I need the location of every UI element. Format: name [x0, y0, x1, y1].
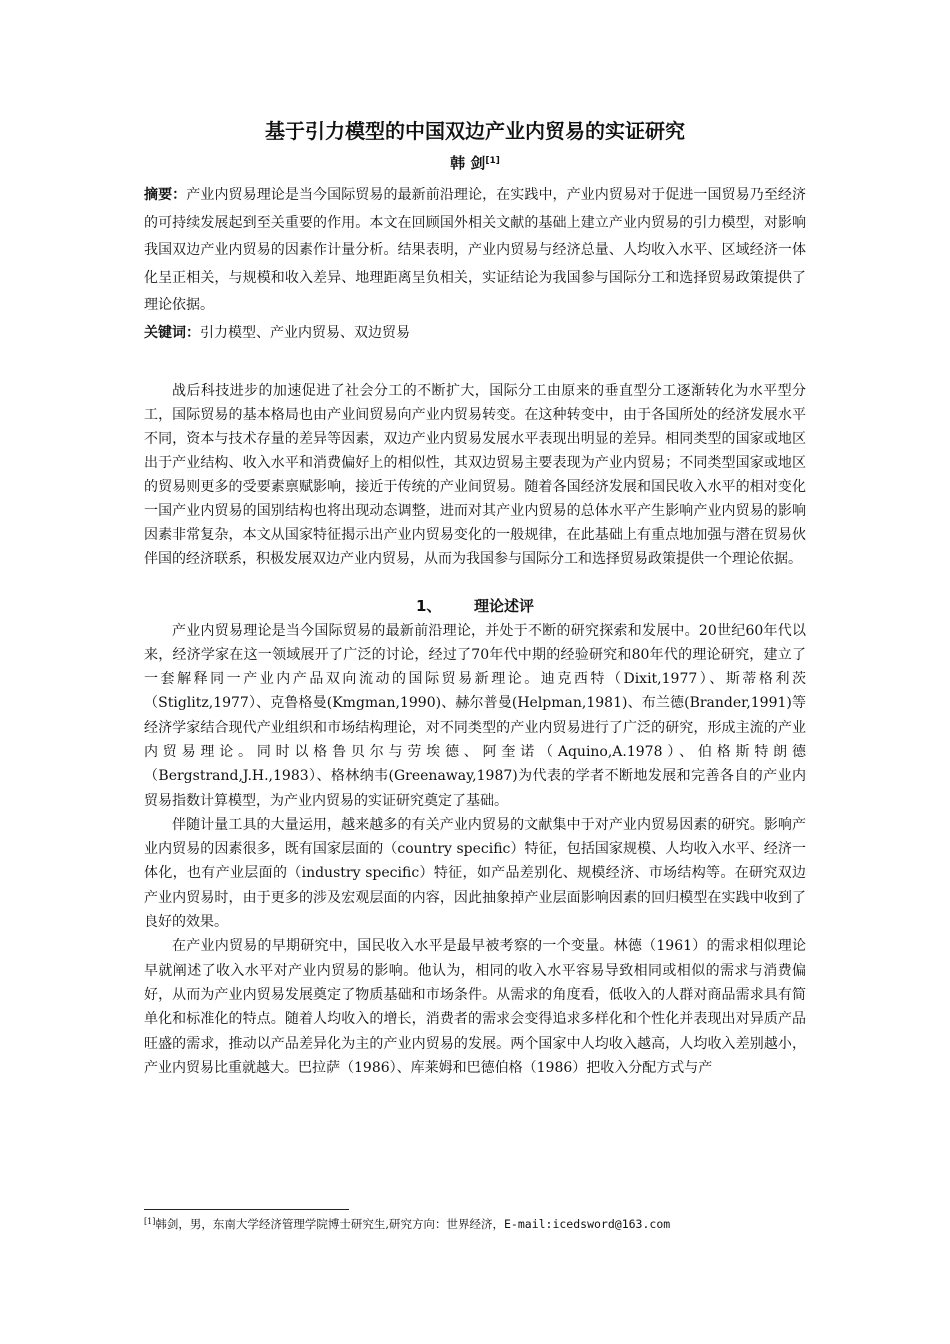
section-number: 1、 [415, 596, 442, 615]
section-heading [144, 593, 806, 619]
author-footnote-ref[interactable]: [1] [485, 156, 500, 166]
abstract-label: 摘要： [144, 187, 187, 203]
intro-paragraph: 战后科技进步的加速促进了社会分工的不断扩大，国际分工由原来的垂直型分工逐渐转化为水平型分工，国际贸易的基本格局也由产业间贸易向产业内贸易转变。在这种转变中，由于各国所处的经济发展水平不同，资本与技术存量的差异等因素，双边产业内贸易发展水平表现出明显的差异。相同类型的国家或地区出于产业结构、收入水平和消费偏好上的相似性，其双边贸易主要表现为产业内贸易；不同类型国家或地区的贸易则更多的受要素禀赋影响，接近于传统的产业间贸易。随着各国经济发展和国民收入水平的相对变化一国产业内贸易的国别结构也将出现动态调整，进而对其产业内贸易的总体水平产生影响产业内贸易的影响因素非常复杂，本文从国家特征揭示出产业内贸易变化的一般规律，在此基础上有重点地加强与潜在贸易伙伴国的经济联系，积极发展双边产业内贸易，从而为我国参与国际分工和选择贸易政策提供一个理论依据。 [144, 382, 806, 567]
author-line [144, 148, 806, 176]
footnote-email[interactable]: E-mail:icedsword@163.com [504, 1217, 671, 1231]
footnote [144, 1214, 806, 1232]
paper-page [144, 112, 806, 1080]
section-title: 理论述评 [473, 596, 534, 615]
keywords [144, 320, 806, 347]
footnote-divider [144, 1209, 349, 1210]
body-paragraph: 伴随计量工具的大量运用，越来越多的有关产业内贸易的文献集中于对产业内贸易因素的研究。影响产业内贸易的因素很多，既有国家层面的（country specific）特征，包括国家规模、人均收入水平、经济一体化，也有产业层面的（industry specific）特征，如产品差别化、规模经济、市场结构等。在研究双边产业内贸易时，由于更多的涉及宏观层面的内容，因此抽象掉产业层面影响因素的回归模型在实践中收到了良好的效果。 [144, 816, 806, 931]
abstract-text: 产业内贸易理论是当今国际贸易的最新前沿理论，在实践中，产业内贸易对于促进一国贸易乃至经济的可持续发展起到至关重要的作用。本文在回顾国外相关文献的基础上建立产业内贸易的引力模型，对影响我国双边产业内贸易的因素作计量分析。结果表明，产业内贸易与经济总量、人均收入水平、区域经济一体化呈正相关，与规模和收入差异、地理距离呈负相关，实证结论为我国参与国际分工和选择贸易政策提供了理论依据。 [144, 187, 807, 313]
footnote-text: 韩剑，男，东南大学经济管理学院博士研究生,研究方向：世界经济， [155, 1217, 504, 1231]
abstract [144, 182, 806, 320]
body-paragraph: 产业内贸易理论是当今国际贸易的最新前沿理论，并处于不断的研究探索和发展中。20世纪60年代以来，经济学家在这一领域展开了广泛的讨论，经过了70年代中期的经验研究和80年代的理论研究，建立了一套解释同一产业内产品双向流动的国际贸易新理论。迪克西特（Dixit,1977）、斯蒂格利茨（Stiglitz,1977）、克鲁格曼(Kmgman,1990)、赫尔普曼(Helpman,1981)、布兰德(Brander,1991)等经济学家结合现代产业组织和市场结构理论，对不同类型的产业内贸易进行了广泛的研究，形成主流的产业内贸易理论。同时以格鲁贝尔与劳埃德、阿奎诺（Aquino,A.1978）、伯格斯特朗德（Bergstrand,J.H.,1983）、格林纳韦(Greenaway,1987)为代表的学者不断地发展和完善各自的产业内贸易指数计算模型，为产业内贸易的实证研究奠定了基础。 [144, 622, 806, 809]
author-name: 韩 剑 [450, 154, 486, 172]
keywords-text: 引力模型、产业内贸易、双边贸易 [200, 324, 410, 341]
keywords-label: 关键词： [144, 324, 200, 341]
body-paragraph: 在产业内贸易的早期研究中，国民收入水平是最早被考察的一个变量。林德（1961）的需求相似理论早就阐述了收入水平对产业内贸易的影响。他认为，相同的收入水平容易导致相同或相似的需求与消费偏好，从而为产业内贸易发展奠定了物质基础和市场条件。从需求的角度看，低收入的人群对商品需求具有简单化和标准化的特点。随着人均收入的增长，消费者的需求会变得追求多样化和个性化并表现出对异质产品旺盛的需求，推动以产品差异化为主的产业内贸易的发展。两个国家中人均收入越高，人均收入差别越小，产业内贸易比重就越大。巴拉萨（1986）、库莱姆和巴德伯格（1986）把收入分配方式与产 [144, 938, 806, 1076]
footnote-marker: [1] [144, 1217, 156, 1226]
paper-title: 基于引力模型的中国双边产业内贸易的实证研究 [265, 119, 685, 143]
